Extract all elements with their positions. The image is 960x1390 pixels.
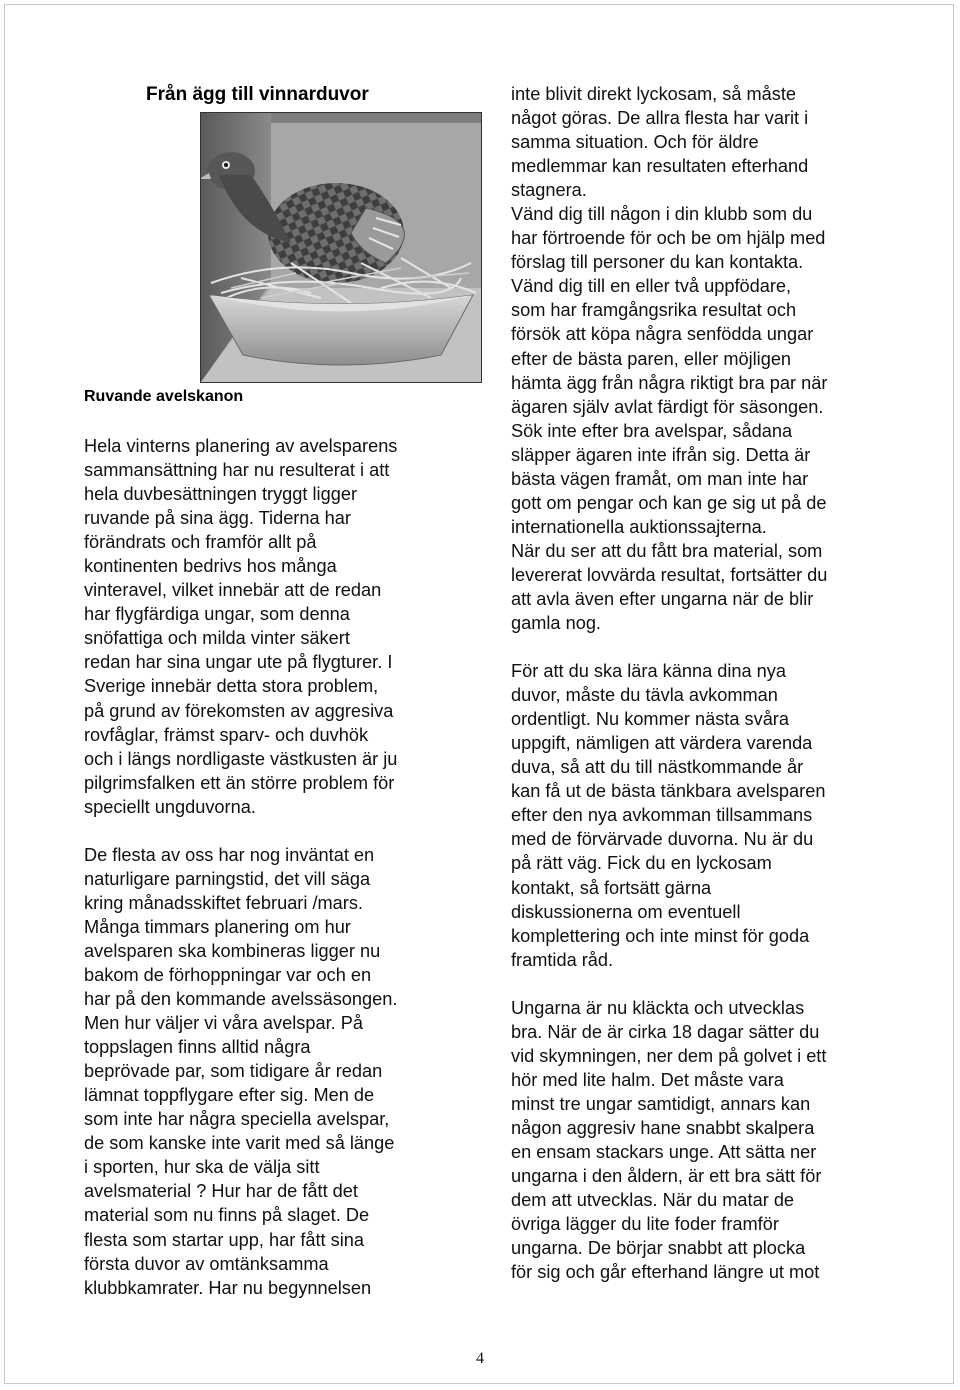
right-column <box>511 82 883 1284</box>
left-column <box>84 434 464 1300</box>
paragraph: inte blivit direkt lyckosam, så måste något göras. De allra flesta har varit i samma situation. Och för äldre medlemmar kan resultaten efterhand stagnera. Vänd dig till någon i din klubb som du har förtroende för och be om hjälp med förslag till personer du kan kontakta. Vänd dig till en eller två uppfödare, som har framgångsrika resultat och försök att köpa några senfödda ungar efter de bästa paren, eller möjligen hämta ägg från några riktigt bra par när ägaren själv avlat färdigt för säsongen. Sök inte efter bra avelspar, sådana släpper ägaren inte ifrån sig. Detta är bästa vägen framåt, om man inte har gott om pengar och kan ge sig ut på de internationella auktionssajterna. När du ser att du fått bra material, som levererat lovvärda resultat, fortsätter du att avla även efter ungarna när de blir gamla nog. <box>511 84 828 634</box>
pigeon-nest-photo <box>200 112 482 383</box>
paragraph: För att du ska lära känna dina nya duvor, måste du tävla avkomman ordentligt. Nu kommer nästa svåra uppgift, nämligen att värdera varenda duva, så att du till nästkommande år kan få ut de bästa tänkbara avelsparen efter den nya avkomman tillsammans med de förvärvade duvorna. Nu är du på rätt väg. Fick du en lyckosam kontakt, så fortsätt gärna diskussionerna om eventuell komplettering och inte minst för goda framtida råd. <box>511 661 826 970</box>
paragraph: Ungarna är nu kläckta och utvecklas bra. När de är cirka 18 dagar sätter du vid skymningen, ner dem på golvet i ett hör med lite halm. Det måste vara minst tre ungar samtidigt, annars kan någon aggresiv hane snabbt skalpera en ensam stackars unge. Att sätta ner ungarna i den åldern, är ett bra sätt för dem att utvecklas. När du matar de övriga lägger du lite foder framför ungarna. De börjar snabbt att plocka för sig och går efterhand längre ut mot <box>511 997 827 1283</box>
page-number: 4 <box>476 1350 484 1367</box>
paragraph: De flesta av oss har nog inväntat en naturligare parningstid, det vill säga kring månadsskiftet februari /mars. Många timmars planering om hur avelsparen ska kombineras ligger nu bakom de förhoppningar var och en har på den kommande avelssäsongen. Men hur väljer vi våra avelspar. På toppslagen finns alltid några beprövade par, som tidigare år redan lämnat toppflygare efter sig. Men de som inte har några speciella avelspar, de som kanske inte varit med så länge i sporten, hur ska de välja sitt avelsmaterial ? Hur har de fått det material som nu finns på slaget. De flesta som startar upp, har fått sina första duvor av omtänksamma klubbkamrater. Har nu begynnelsen <box>84 844 398 1298</box>
paragraph: Hela vinterns planering av avelsparens sammansättning har nu resulterat i att hela duvbesättningen tryggt ligger ruvande på sina ägg. Tiderna har förändrats och framför allt på kontinenten bedrivs hos många vinteravel, vilket innebär att de redan har flygfärdiga ungar, som denna snöfattiga och milda vinter säkert redan har sina ungar ute på flygturer. I Sverige innebär detta stora problem, på grund av förekomsten av aggresiva rovfåglar, främst sparv- och duvhök och i längs nordligaste västkusten är ju pilgrimsfalken ett än större problem för speciellt ungduvorna. <box>84 436 398 817</box>
article-title: Från ägg till vinnarduvor <box>146 84 369 105</box>
image-caption: Ruvande avelskanon <box>84 388 244 405</box>
